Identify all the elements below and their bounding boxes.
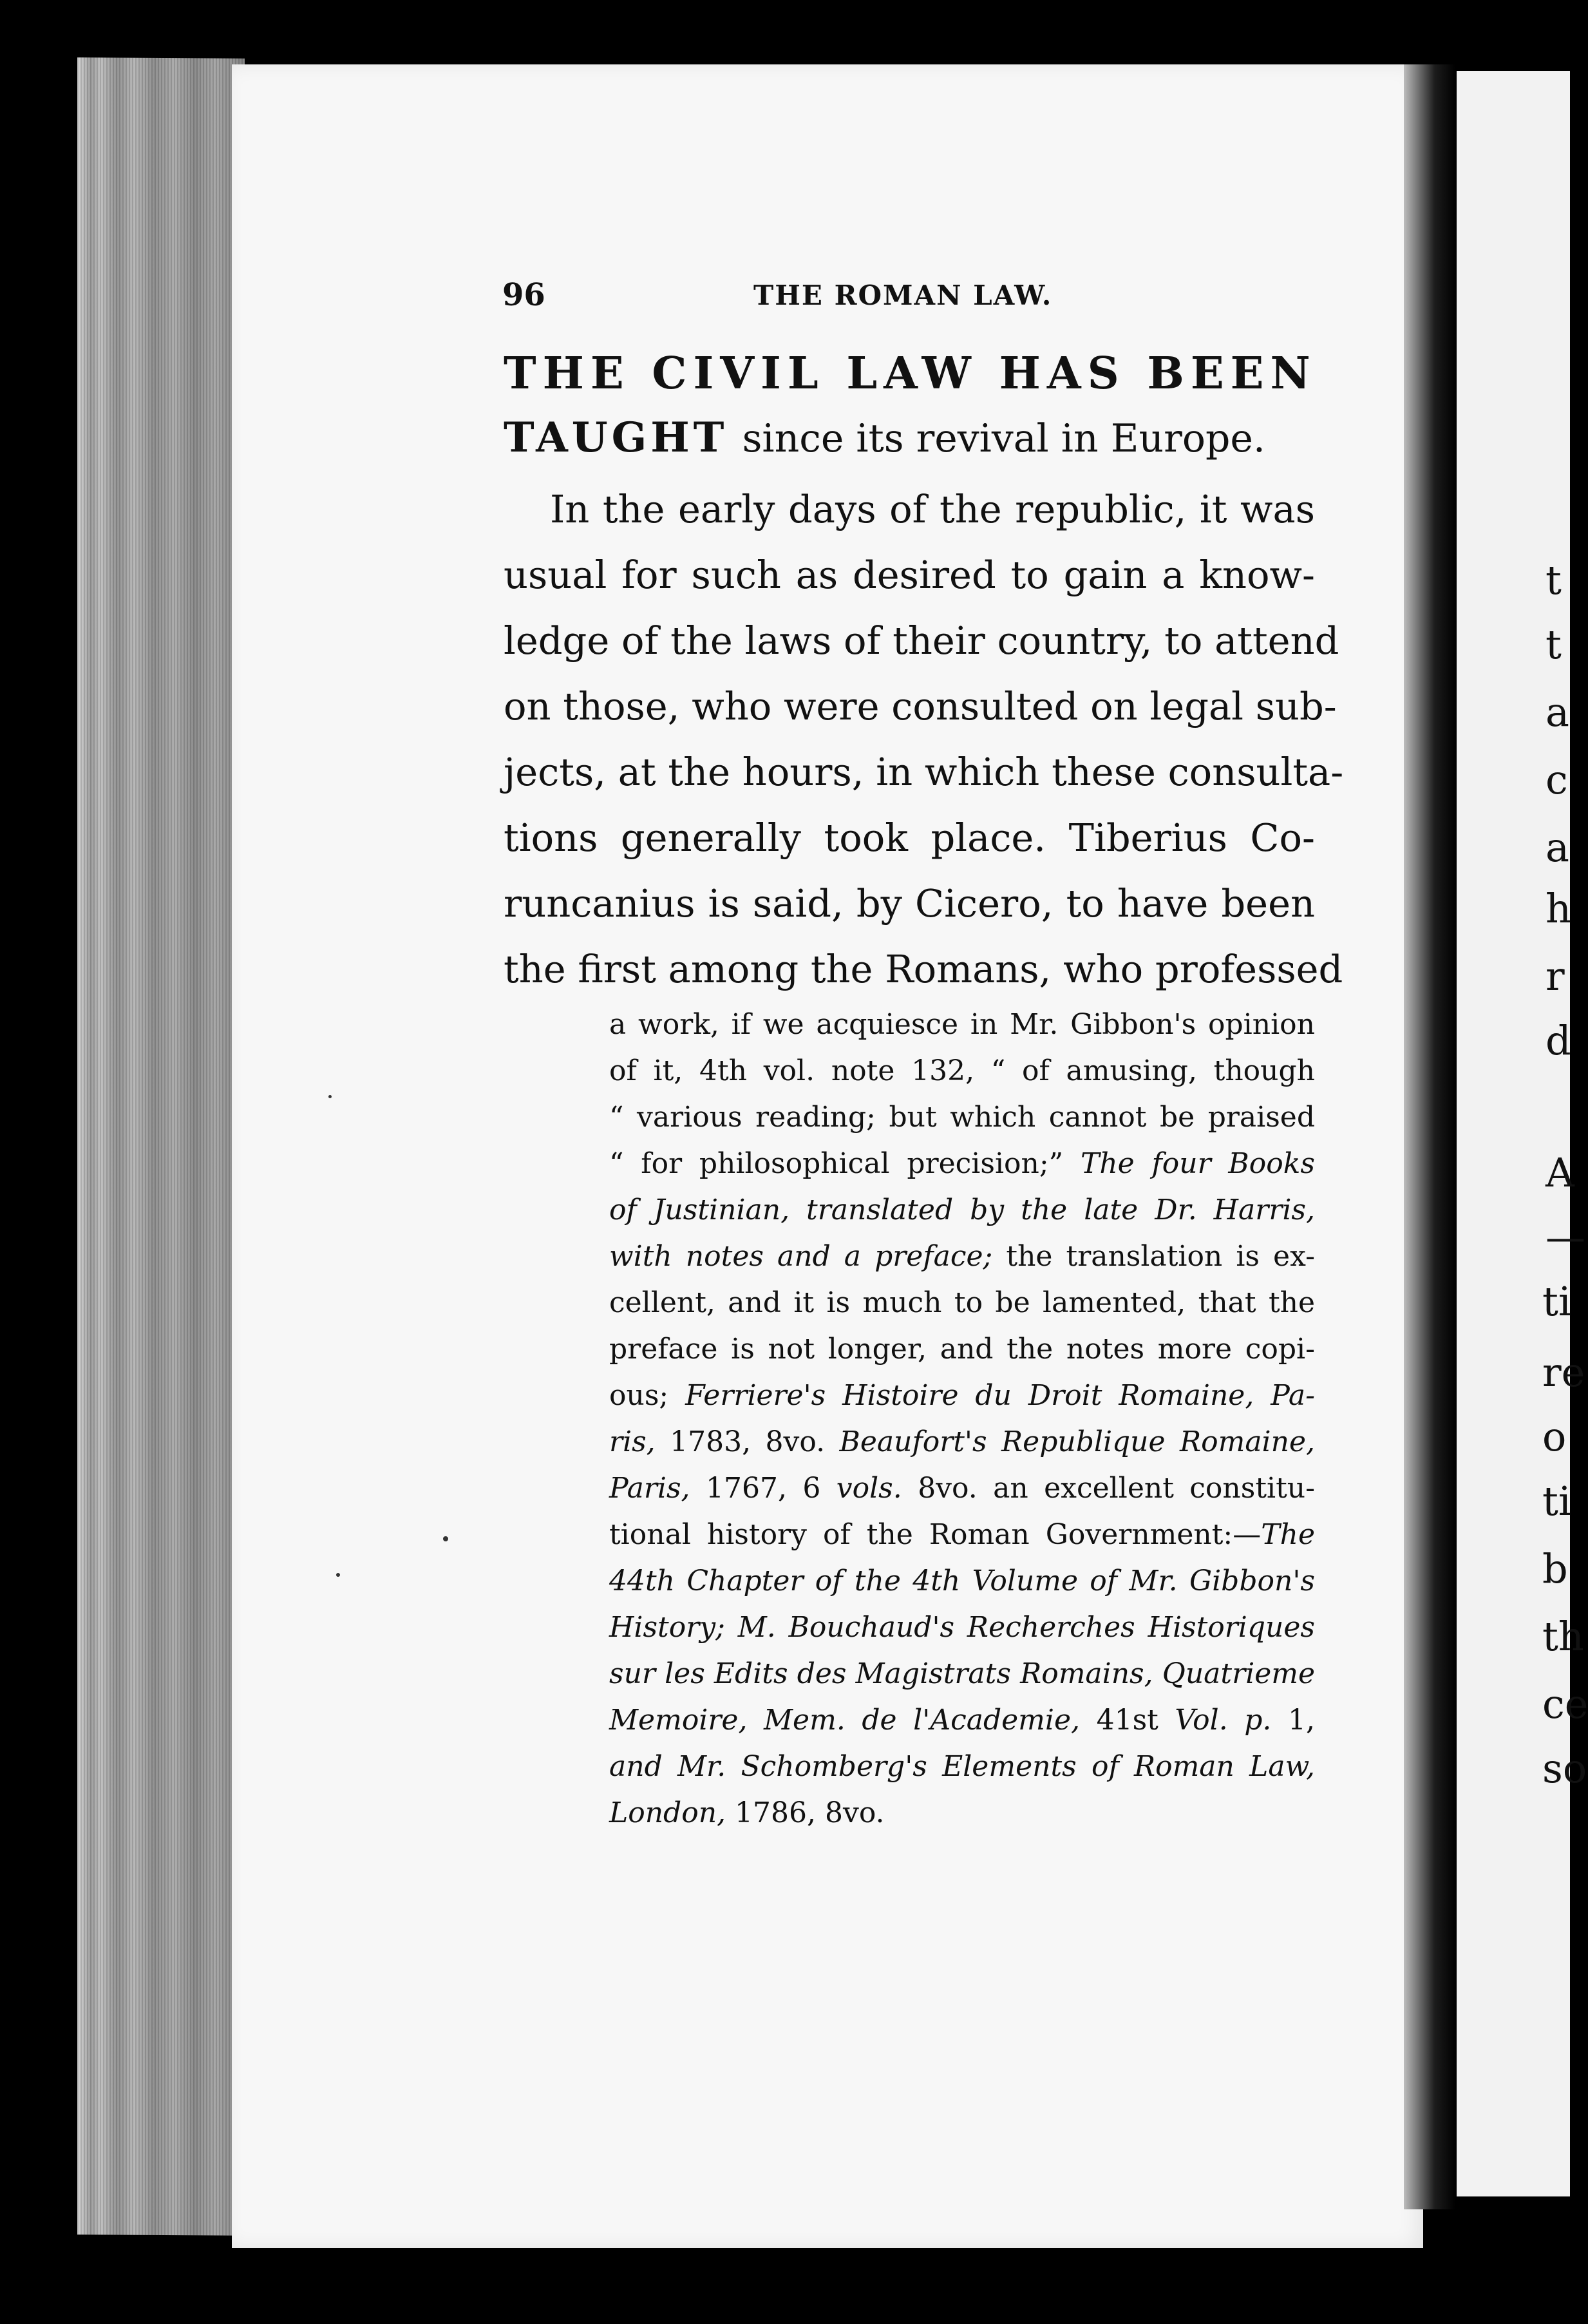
body-line: on those, who were consulted on legal sub- (504, 684, 1337, 729)
facing-letter: c (1545, 756, 1568, 803)
footnote-line: a work, if we acquiesce in Mr. Gibbon's opinion (609, 1008, 1315, 1041)
footnote-segment: “ for philosophical precision;” (609, 1147, 1064, 1180)
footnote-italic: with notes and a preface; (609, 1240, 993, 1273)
footnote-italic: and Mr. Schomberg's Elements of Roman Law, (609, 1750, 1315, 1783)
footnote-segment: 1783, 8vo. (670, 1425, 826, 1458)
body-line: usual for such as desired to gain a know- (504, 553, 1315, 597)
footnote-segment: 8vo. an excellent constitu- (918, 1472, 1315, 1505)
facing-letter: r (1545, 953, 1565, 1000)
footnote-segment: ous; (609, 1379, 669, 1412)
footnote-segment: 41st (1096, 1704, 1158, 1737)
facing-page (1457, 71, 1570, 2196)
footnote-italic: vols. (836, 1472, 902, 1505)
ink-speck (336, 1573, 340, 1577)
footnote-line (609, 1373, 1315, 1419)
facing-letter: t (1545, 621, 1562, 668)
footnote-italic: London, (609, 1796, 726, 1829)
footnote-italic: Ferriere's Histoire du Droit Romaine, Pa- (685, 1379, 1315, 1412)
footnote-segment: the translation is ex- (1006, 1240, 1315, 1273)
body-line: tions generally took place. Tiberius Co- (504, 815, 1315, 860)
body-line: the first among the Romans, who professed (504, 947, 1343, 991)
footnote-segment: 1, (1288, 1704, 1315, 1737)
body-line: runcanius is said, by Cicero, to have been (504, 881, 1315, 926)
section-heading (504, 341, 1315, 471)
book-gutter (1404, 64, 1455, 2209)
heading-line-2 (504, 406, 1315, 471)
footnote-segment: tional history of the Roman Government:— (609, 1518, 1262, 1551)
footnote-line (609, 1512, 1315, 1558)
body-line: ledge of the laws of their country, to attend (504, 618, 1339, 663)
footnote-segment: 1767, 6 (705, 1472, 821, 1505)
facing-letter: — (1545, 1214, 1585, 1261)
footnote-italic: Vol. p. (1175, 1704, 1272, 1737)
ink-speck (443, 1536, 448, 1541)
page-edges (77, 57, 245, 2236)
footnote-italic: Beaufort's Republique Romaine, (839, 1425, 1315, 1458)
facing-letter: b (1542, 1545, 1568, 1592)
footnote-line: “ various reading; but which cannot be praised (609, 1101, 1315, 1134)
footnote-italic: of Justinian, translated by the late Dr. Harris, (609, 1194, 1315, 1226)
facing-letter: re (1542, 1349, 1585, 1396)
footnote-line (609, 1605, 1315, 1651)
footnote-italic: History; M. Bouchaud's Recherches Historiques (609, 1611, 1315, 1644)
heading-line-1: THE CIVIL LAW HAS BEEN (504, 348, 1317, 399)
footnote-line (609, 1744, 1315, 1790)
footnote-line (609, 1790, 1315, 1836)
facing-letter: A (1545, 1149, 1574, 1196)
footnote-italic: Memoire, Mem. de l'Academie, (609, 1704, 1080, 1737)
facing-letter: a (1545, 824, 1569, 871)
running-head: THE ROMAN LAW. (753, 280, 1053, 311)
footnote-segment: 1786, 8vo. (735, 1796, 885, 1829)
facing-letter: d (1545, 1017, 1571, 1064)
facing-letter: o (1542, 1413, 1567, 1460)
footnote-line (609, 1141, 1315, 1187)
footnote-line: preface is not longer, and the notes more copi- (609, 1333, 1315, 1366)
footnote-line (609, 1651, 1315, 1697)
footnote-italic: Paris, (609, 1472, 690, 1505)
footnote-italic: sur les Edits des Magistrats Romains, Quatrieme (609, 1657, 1315, 1690)
heading-rest: since its revival in Europe. (742, 416, 1265, 461)
footnote-line (609, 1465, 1315, 1512)
facing-letter: th (1542, 1613, 1584, 1660)
facing-letter: a (1545, 689, 1569, 736)
body-paragraph (504, 477, 1344, 1002)
facing-letter: ti (1542, 1478, 1571, 1525)
facing-letter: so (1542, 1745, 1587, 1792)
page-header (502, 277, 1314, 329)
footnote-line: cellent, and it is much to be lamented, that the (609, 1286, 1315, 1319)
footnote-line (609, 1697, 1315, 1744)
heading-caps-word: TAUGHT (504, 414, 728, 462)
footnote-line (609, 1233, 1315, 1280)
footnote-italic: 44th Chapter of the 4th Volume of Mr. Gibbon's (609, 1565, 1315, 1597)
facing-letter: t (1545, 557, 1562, 604)
facing-letter: h (1545, 885, 1571, 932)
footnote-line: of it, 4th vol. note 132, “ of amusing, though (609, 1054, 1315, 1087)
facing-letter: ce (1542, 1681, 1588, 1728)
footnote-line (609, 1558, 1315, 1605)
ink-speck (328, 1095, 332, 1098)
footnote-line (609, 1419, 1315, 1465)
footnote-italic: ris, (609, 1425, 656, 1458)
footnote-italic: The four Books (1080, 1147, 1315, 1180)
footnote-line (609, 1187, 1315, 1233)
page-number: 96 (502, 277, 545, 313)
facing-letter: ti (1542, 1278, 1571, 1325)
footnote-italic: The (1261, 1518, 1315, 1551)
body-line: jects, at the hours, in which these consulta- (504, 750, 1344, 794)
body-line: In the early days of the republic, it was (550, 487, 1315, 531)
footnote (609, 1002, 1315, 1836)
